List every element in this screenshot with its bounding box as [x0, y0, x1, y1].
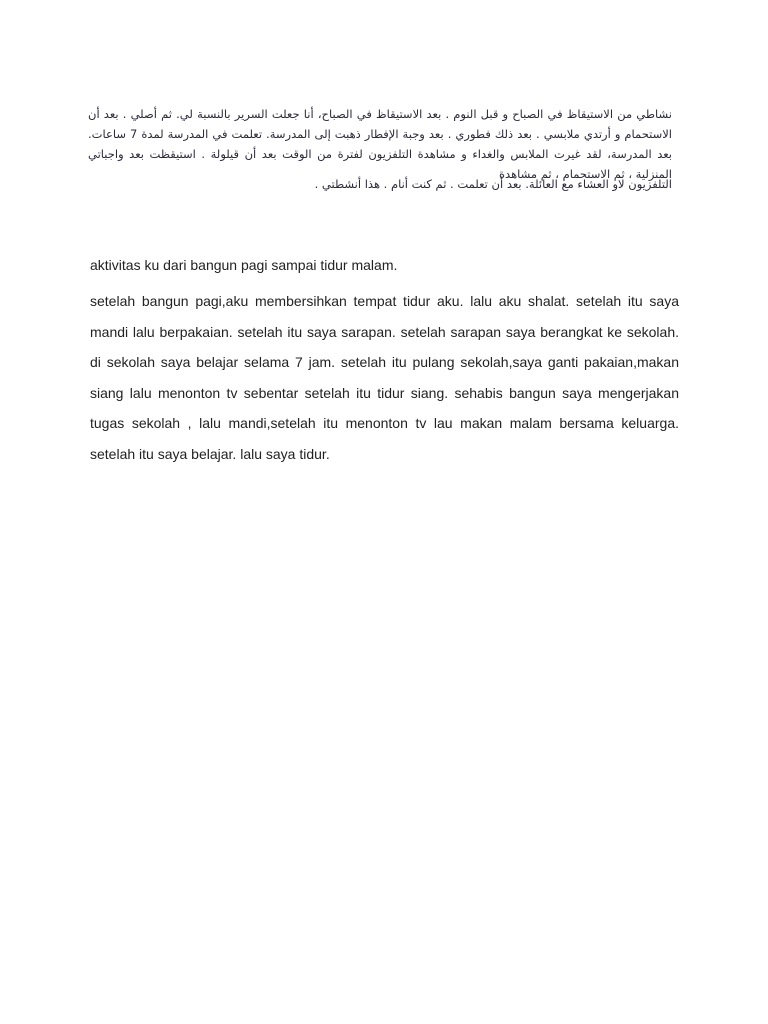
- indonesian-paragraph: setelah bangun pagi,aku membersihkan tempat tidur aku. lalu aku shalat. setelah itu saya mandi lalu berpakaian. setelah itu saya sarapan. setelah sarapan saya berangkat ke sekolah. di sekolah saya belajar selama 7 jam. setelah itu pulang sekolah,saya ganti pakaian,makan siang lalu menonton tv sebentar setelah itu tidur siang. sehabis bangun saya mengerjakan tugas sekolah , lalu mandi,setelah itu menonton tv lau makan malam bersama keluarga. setelah itu saya belajar. lalu saya tidur.: [90, 293, 679, 462]
- arabic-paragraph: نشاطي من الاستيقاظ في الصباح و قبل النوم . بعد الاستيقاظ في الصباح، أنا جعلت السرير بالنسبة لي. ثم أصلي . بعد أن الاستحمام و أرتدي ملابسي . بعد ذلك فطوري . بعد وجبة الإفطار ذهبت إلى المدرسة. تعلمت في المدرسة لمدة 7 ساعات. بعد المدرسة، لقد غيرت الملابس والغداء و مشاهدة التلفزيون لفترة من الوقت بعد أن قيلولة . استيقظت بعد واجباتي المنزلية ، ثم الاستحمام ، ثم مشاهدة: [88, 106, 672, 181]
- indonesian-heading: aktivitas ku dari bangun pagi sampai tidur malam.: [90, 257, 398, 273]
- arabic-closing-line: التلفزيون لاو العشاء مع العائلة. بعد أن تعلمت . ثم كنت أنام . هذا أنشطتي .: [314, 176, 672, 191]
